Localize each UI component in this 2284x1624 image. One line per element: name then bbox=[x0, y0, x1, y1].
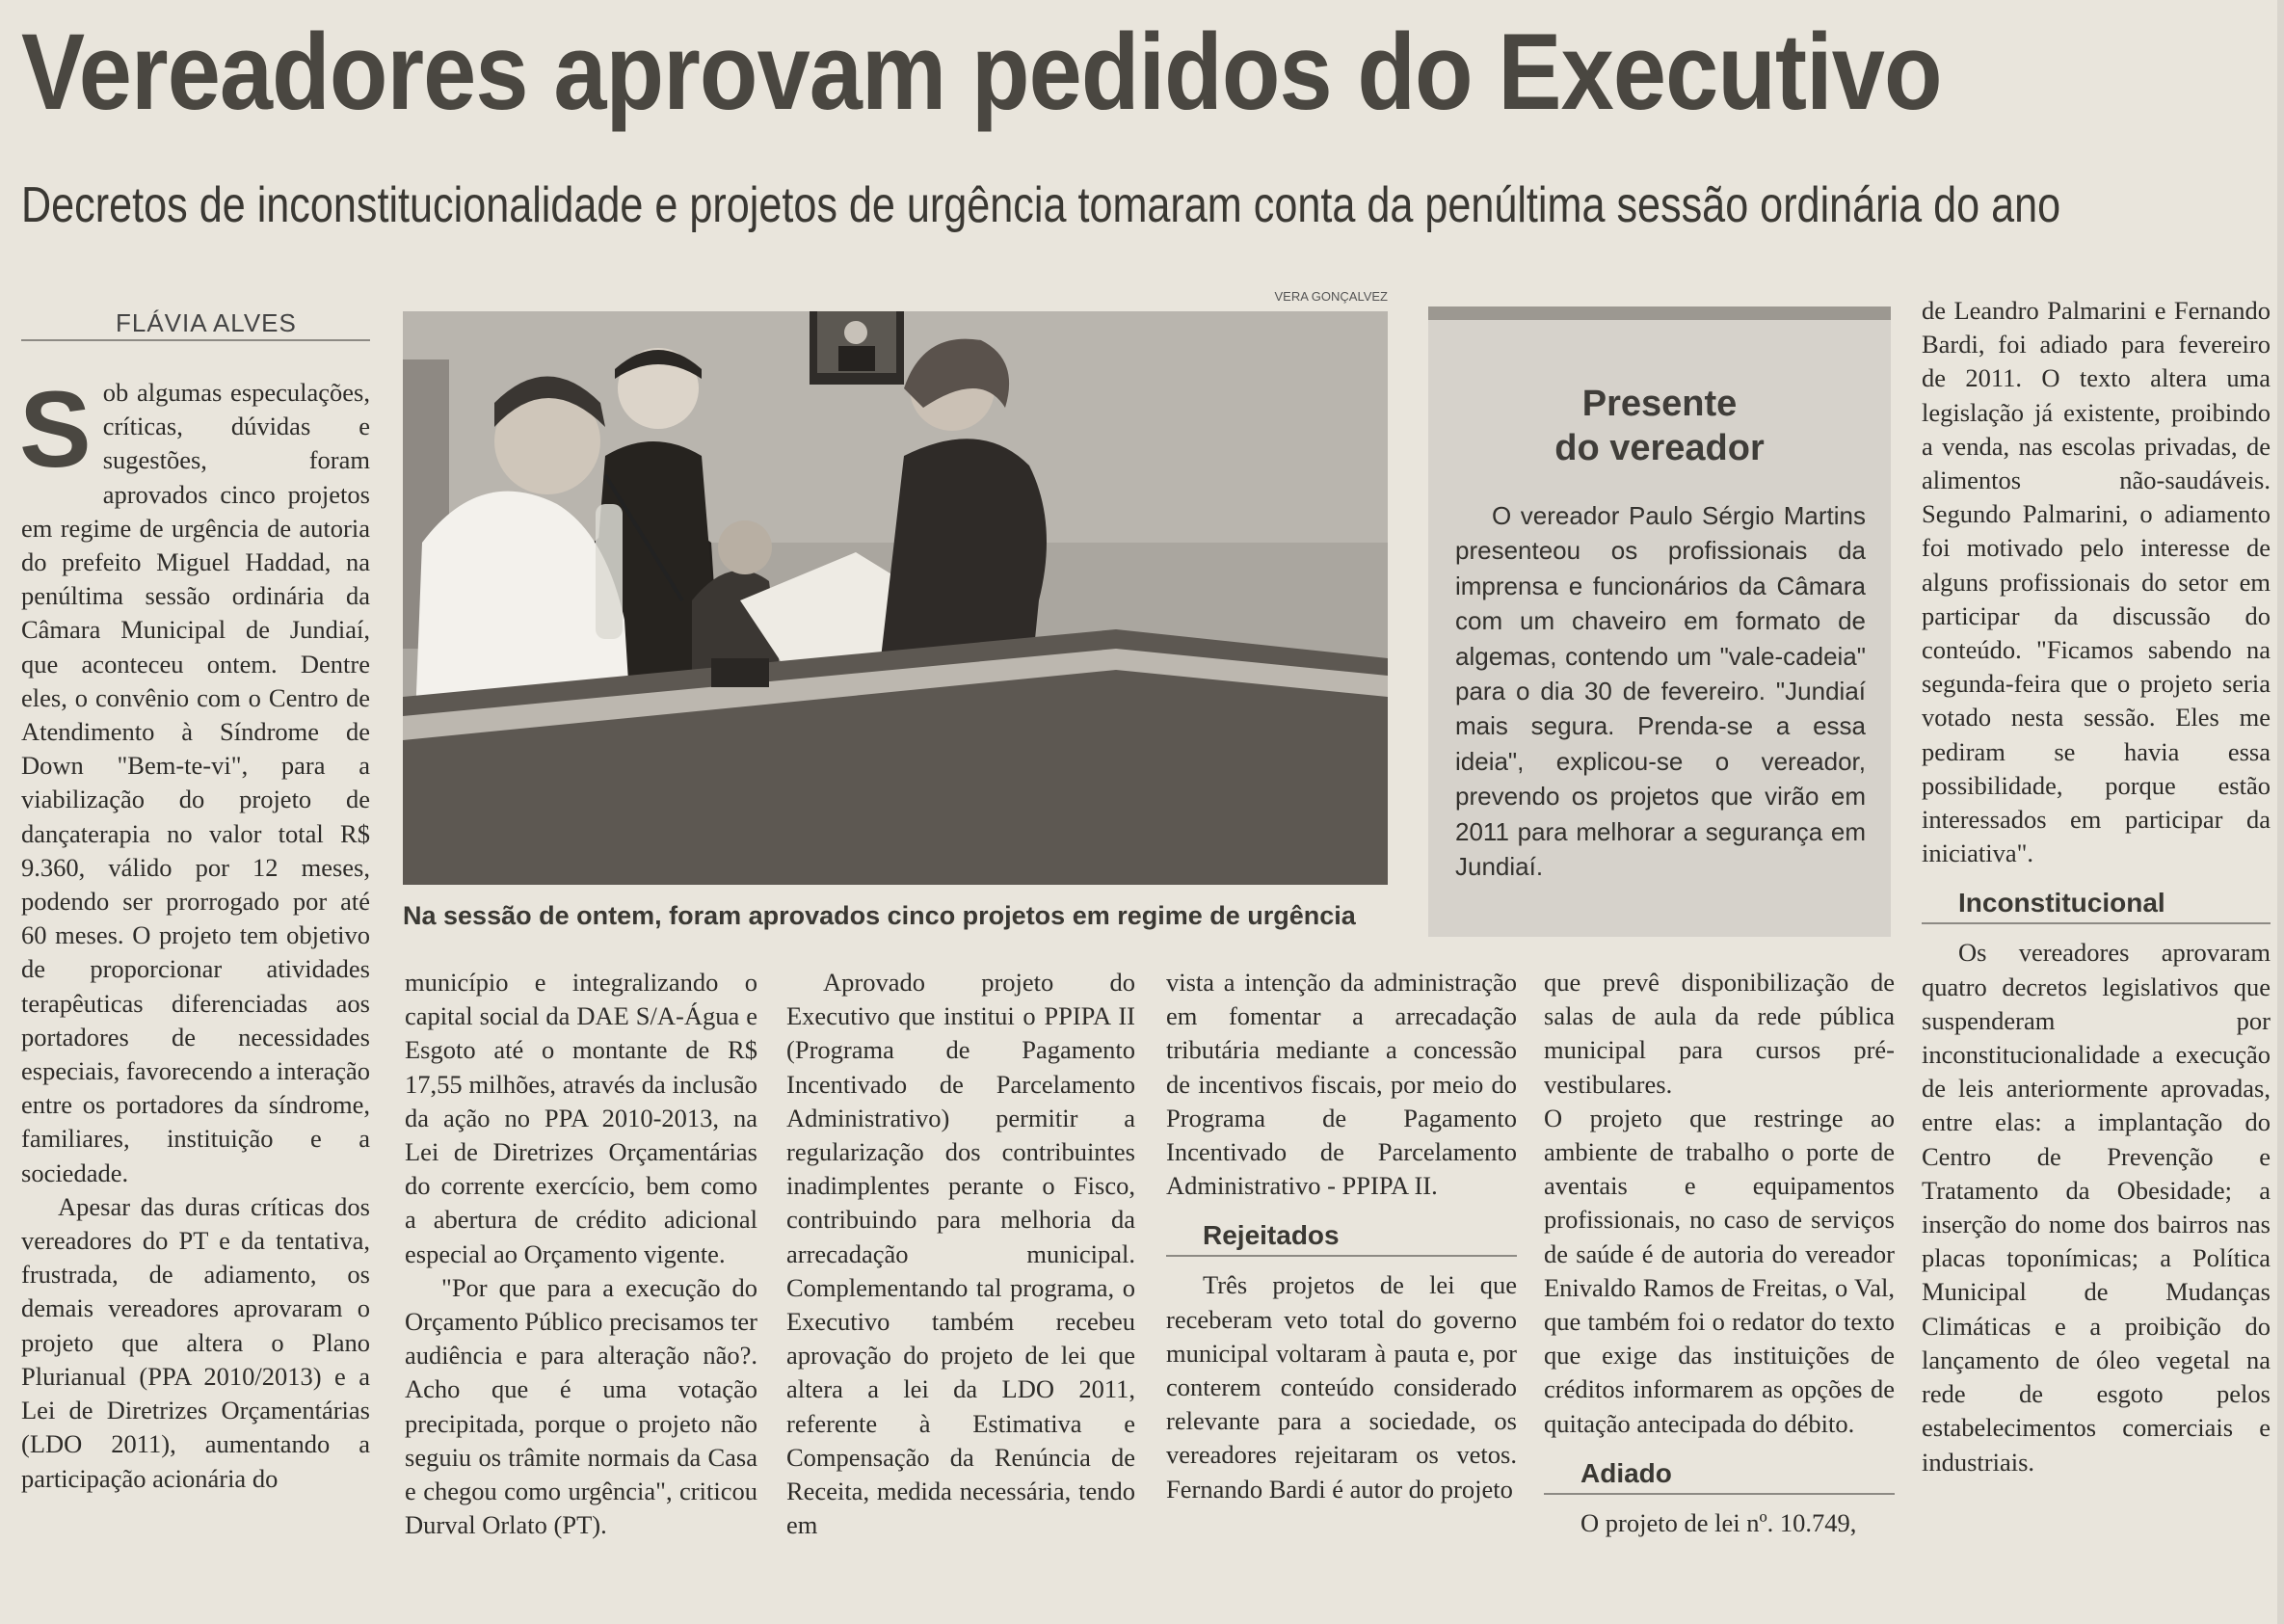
photo-illustration bbox=[403, 311, 1388, 885]
sidebar-title bbox=[1428, 382, 1891, 470]
article-paragraph: Aprovado projeto do Executivo que institui o PPIPA II (Programa de Pagamento Incentivado de Parcelamento Administrativo) permitir a regularização dos contribuintes inadimplentes perante o Fisco, contribuindo para melhoria da arrecadação municipal. Complementando tal programa, o Executivo também recebeu aprovação do projeto de lei que altera a lei da LDO 2011, referente à Estimativa e Compensação da Renúncia de Receita, medida necessária, tendo em bbox=[786, 968, 1135, 1540]
article-paragraph: O projeto que restringe ao ambiente de trabalho o porte de aventais e equipamentos profissionais, no caso de serviços de saúde é de autoria do vereador Enivaldo Ramos de Freitas, o Val, que também foi o redator do texto que exige das instituições de créditos informarem as opções de quitação antecipada do débito. bbox=[1544, 1103, 1895, 1438]
sidebar-text bbox=[1455, 498, 1866, 884]
byline: FLÁVIA ALVES bbox=[116, 308, 297, 337]
article-paragraph: Apesar das duras críticas dos vereadores do PT e da tentativa, frustrada, de adiamento, os demais vereadores aprovaram o projeto que altera o Plano Plurianual (PPA 2010/2013) e a Lei de Diretrizes Orçamentárias (LDO 2011), aumentando a participação acionária do bbox=[21, 1191, 370, 1493]
photo-caption: Na sessão de ontem, foram aprovados cinco projetos em regime de urgência bbox=[403, 901, 1356, 930]
sidebar-title-line: do vereador bbox=[1554, 428, 1765, 468]
article-paragraph: de Leandro Palmarini e Fernando Bardi, foi adiado para fevereiro de 2011. O texto altera uma legislação já existente, proibindo a venda, nas escolas privadas, de alimentos não-saudáveis. Segundo Palmarini, o adiamento foi motivado pelo interesse de alguns profissionais do setor em participar da discussão do conteúdo. "Ficamos sabendo na segunda-feira que o projeto seria votado nesta sessão. Eles me pediram se havia essa possibilidade, porque estão interessados em participar da iniciativa". bbox=[1922, 296, 2271, 868]
article-paragraph: Três projetos de lei que receberam veto total do governo municipal voltaram à pauta e, por conterem conteúdo considerado relevante para a sociedade, os vereadores rejeitaram os vetos. Fernando Bardi é autor do projeto bbox=[1166, 1270, 1517, 1504]
sidebar-box bbox=[1428, 306, 1891, 937]
byline-rule bbox=[21, 339, 370, 341]
article-column-1 bbox=[19, 369, 370, 1496]
section-heading-rejeitados: Rejeitados bbox=[1166, 1216, 1517, 1257]
subheadline: Decretos de inconstitucionalidade e projetos de urgência tomaram conta da penúltima sessão ordinária do ano bbox=[21, 177, 2061, 233]
section-heading-adiado: Adiado bbox=[1544, 1454, 1895, 1495]
article-paragraph: ob algumas especulações, críticas, dúvidas e sugestões, foram aprovados cinco projetos em regime de urgência de autoria do prefeito Miguel Haddad, na penúltima sessão ordinária da Câmara Municipal de Jundiaí, que aconteceu ontem. Dentre eles, o convênio com o Centro de Atendimento à Síndrome de Down "Bem-te-vi", para a viabilização do projeto de dançaterapia no valor total R$ 9.360, válido por 12 meses, podendo ser prorrogado por até 60 meses. O projeto tem objetivo de proporcionar atividades terapêuticas diferenciadas aos portadores de necessidades especiais, favorecendo a interação entre os portadores da síndrome, familiares, instituição e a sociedade. bbox=[21, 378, 370, 1187]
photo-credit: VERA GONÇALVEZ bbox=[1274, 289, 1388, 304]
article-column-6 bbox=[1922, 294, 2271, 1479]
article-paragraph: vista a intenção da administração em fomentar a arrecadação tributária mediante a concessão de incentivos fiscais, por meio do Programa de Pagamento Incentivado de Parcelamento Administrativo - PPIPA II. bbox=[1166, 968, 1517, 1201]
article-column-2 bbox=[405, 966, 757, 1542]
article-paragraph: O projeto de lei nº. 10.749, bbox=[1580, 1507, 1857, 1537]
news-photo bbox=[403, 311, 1388, 885]
article-paragraph: Os vereadores aprovaram quatro decretos legislativos que suspenderam por inconstitucionalidade a execução de leis anteriormente aprovadas, entre elas: a implantação do Centro de Prevenção e Tratamento da Obesidade; a inserção do nome dos bairros nas placas toponímicas; a Política Municipal de Mudanças Climáticas e a proibição do lançamento de óleo vegetal na rede de esgoto pelos estabelecimentos comerciais e industriais. bbox=[1922, 938, 2271, 1477]
sidebar-title-line: Presente bbox=[1581, 384, 1738, 424]
sidebar-paragraph: O vereador Paulo Sérgio Martins presenteou os profissionais da imprensa e funcionários da Câmara com um chaveiro em formato de algemas, contendo um "vale-cadeia" para o dia 30 de fevereiro. "Jundiaí mais segura. Prenda-se a essa ideia", explicou-se o vereador, prevendo os projetos que virão em 2011 para melhorar a segurança em Jundiaí. bbox=[1455, 501, 1866, 882]
headline: Vereadores aprovam pedidos do Executivo bbox=[21, 12, 1942, 132]
article-paragraph: município e integralizando o capital social da DAE S/A-Água e Esgoto até o montante de R$ 17,55 milhões, através da inclusão da ação no PPA 2010-2013, na Lei de Diretrizes Orçamentárias do corrente exercício, bem como a abertura de crédito adicional especial ao Orçamento vigente. bbox=[405, 968, 757, 1268]
article-column-3 bbox=[786, 966, 1135, 1542]
section-heading-inconstitucional: Inconstitucional bbox=[1922, 884, 2271, 924]
article-column-4 bbox=[1166, 966, 1517, 1506]
article-column-5 bbox=[1544, 966, 1895, 1540]
water-bottle-icon bbox=[596, 504, 623, 639]
dropcap: S bbox=[19, 369, 92, 490]
article-paragraph: que prevê disponibilização de salas de aula da rede pública municipal para cursos pré-vestibulares. bbox=[1544, 968, 1895, 1099]
article-paragraph: "Por que para a execução do Orçamento Público precisamos ter audiência e para alteração não?. Acho que é uma votação precipitada, porque o projeto não seguiu os trâmite normais da Casa e chegou como urgência", criticou Durval Orlato (PT). bbox=[405, 1272, 757, 1540]
page-edge bbox=[2277, 0, 2284, 1624]
